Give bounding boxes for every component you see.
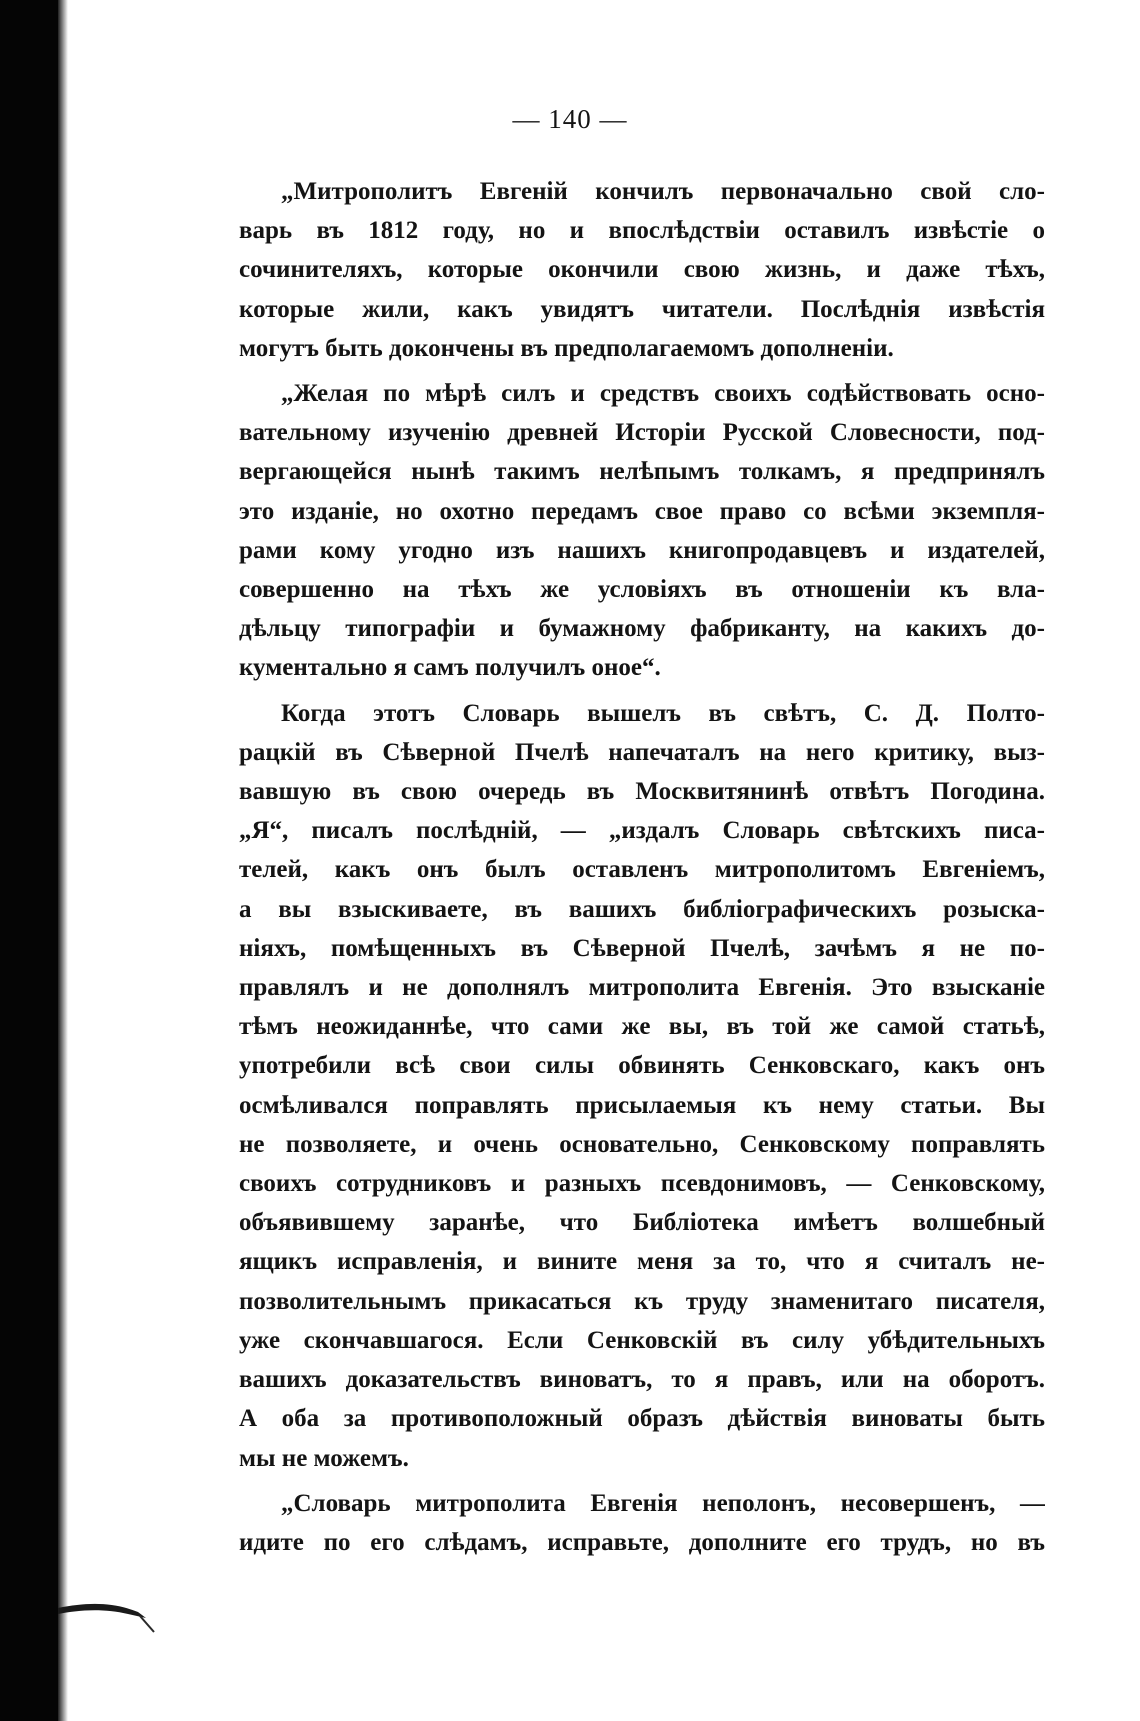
text-line: ящикъ исправленія, и вините меня за то, что я считалъ не-: [239, 1248, 1045, 1276]
text-line: вавшую въ свою очередь въ Москвитянинѣ отвѣтъ Погодина.: [239, 778, 1045, 806]
paragraph-3: [239, 694, 1045, 1478]
text-line: могутъ быть докончены въ предполагаемомъ дополненіи.: [239, 334, 894, 362]
text-line: вательному изученію древней Исторіи Русской Словесности, под-: [239, 419, 1045, 447]
text-line: осмѣливался поправлять присылаемыя къ нему статьи. Вы: [239, 1091, 1045, 1119]
page-number: — 140 —: [512, 104, 628, 134]
text-line: мы не можемъ.: [239, 1444, 409, 1472]
scan-smudge-mark: [58, 1598, 178, 1638]
text-line: вергающейся нынѣ такимъ нелѣпымъ толкамъ, я предпринялъ: [239, 458, 1045, 486]
scan-edge-shadow: [58, 0, 68, 1721]
text-line: А оба за противоположный образъ дѣйствія виноваты быть: [239, 1405, 1045, 1433]
text-line: варь въ 1812 году, но и впослѣдствіи оставилъ извѣстіе о: [239, 217, 1045, 245]
text-line: „Я“, писалъ послѣдній, — „издалъ Словарь свѣтскихъ писа-: [239, 817, 1045, 845]
text-line: употребили всѣ свои силы обвинять Сенковскаго, какъ онъ: [239, 1052, 1045, 1080]
paragraph-4: [239, 1484, 1045, 1562]
text-line: а вы взыскиваете, въ вашихъ библіографическихъ розыска-: [239, 895, 1045, 923]
scan-binding-edge: [0, 0, 58, 1721]
text-line: идите по его слѣдамъ, исправьте, дополните его трудъ, но въ: [239, 1528, 1045, 1556]
text-line: телей, какъ онъ былъ оставленъ митрополитомъ Евгеніемъ,: [239, 856, 1045, 884]
text-line: позволительнымъ прикасаться къ труду знаменитаго писателя,: [239, 1287, 1045, 1315]
text-line: совершенно на тѣхъ же условіяхъ въ отношеніи къ вла-: [239, 576, 1045, 604]
text-line: правлялъ и не дополнялъ митрополита Евгенія. Это взысканіе: [239, 974, 1045, 1002]
text-line: „Желая по мѣрѣ силъ и средствъ своихъ содѣйствовать осно-: [281, 380, 1045, 408]
text-line: „Митрополитъ Евгеній кончилъ первоначально свой сло-: [281, 178, 1045, 205]
text-line: Когда этотъ Словарь вышелъ въ свѣтъ, С. Д. Полто-: [281, 699, 1045, 727]
text-line: своихъ сотрудниковъ и разныхъ псевдонимовъ, — Сенковскому,: [239, 1170, 1045, 1198]
text-line: дѣльцу типографіи и бумажному фабриканту, на какихъ до-: [239, 615, 1045, 643]
text-line: ніяхъ, помѣщенныхъ въ Сѣверной Пчелѣ, зачѣмъ я не по-: [239, 934, 1045, 962]
text-line: рацкій въ Сѣверной Пчелѣ напечаталъ на него критику, выз-: [239, 738, 1045, 766]
text-line: не позволяете, и очень основательно, Сенковскому поправлять: [239, 1130, 1045, 1158]
text-line: которые жили, какъ увидятъ читатели. Послѣднія извѣстія: [239, 295, 1045, 323]
paragraph-1: [239, 172, 1045, 368]
paragraph-2: [239, 374, 1045, 688]
text-line: объявившему заранѣе, что Библіотека имѣетъ волшебный: [239, 1209, 1045, 1237]
text-line: рами кому угодно изъ нашихъ книгопродавцевъ и издателей,: [239, 536, 1045, 564]
text-line: уже скончавшагося. Если Сенковскій въ силу убѣдительныхъ: [239, 1326, 1045, 1354]
text-line: вашихъ доказательствъ виноватъ, то я правъ, или на оборотъ.: [239, 1366, 1045, 1394]
text-line: это изданіе, но охотно передамъ свое право со всѣми экземпля-: [239, 497, 1045, 525]
body-text: [239, 172, 1045, 1568]
text-line: „Словарь митрополита Евгенія неполонъ, несовершенъ, —: [281, 1489, 1045, 1517]
text-line: тѣмъ неожиданнѣе, что сами же вы, въ той же самой статьѣ,: [239, 1013, 1045, 1041]
text-line: сочинителяхъ, которые окончили свою жизнь, и даже тѣхъ,: [239, 256, 1045, 284]
text-line: кументально я самъ получилъ оное“.: [239, 654, 661, 682]
